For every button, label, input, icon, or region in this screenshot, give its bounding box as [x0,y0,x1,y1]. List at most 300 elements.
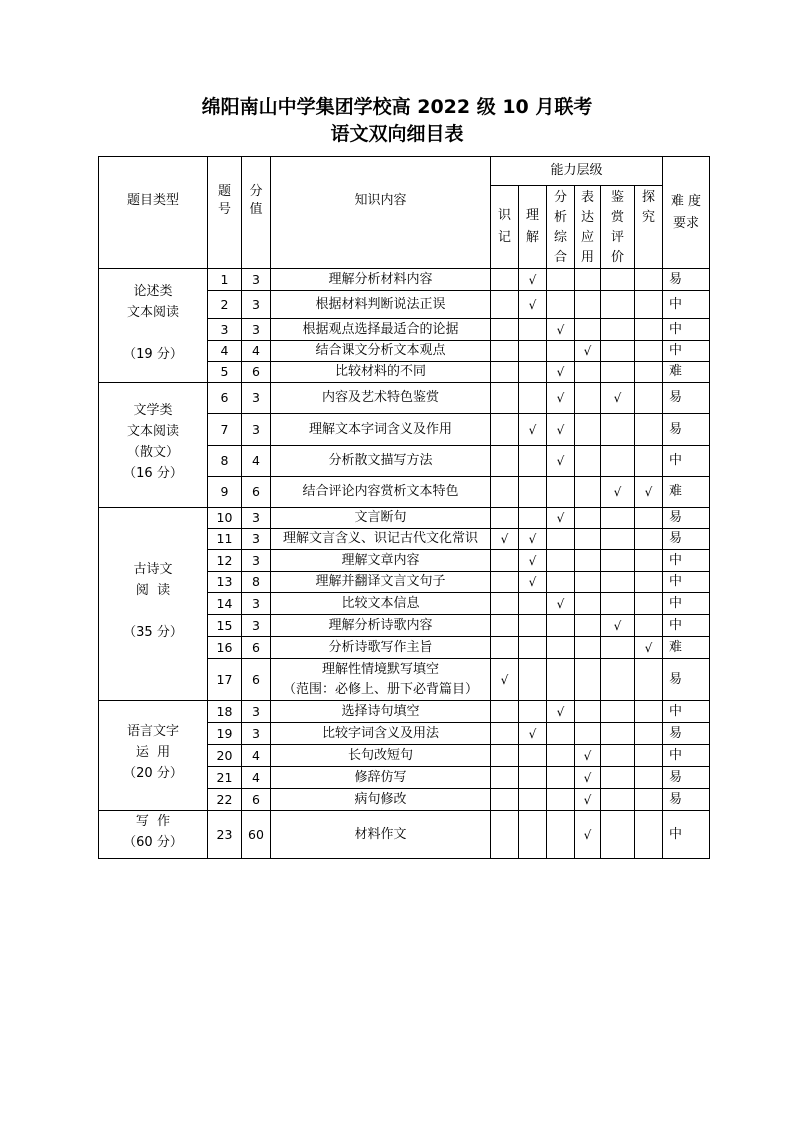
ability-cell [635,593,663,615]
difficulty-value: 中 [663,319,710,341]
ability-cell [519,319,547,341]
category-line: 古诗文 [133,562,173,577]
category-line: 论述类 [133,283,173,299]
check-mark-icon: √ [528,532,537,546]
knowledge-text: 理解并翻译文言文句子 [315,574,446,589]
ability-cell [635,291,663,319]
check-mark-icon: √ [556,391,565,405]
ability-cell [575,745,601,767]
ability-cell [601,615,635,637]
score-value: 6 [242,362,271,383]
category-line: （19 分） [123,346,183,362]
ability-cell [491,659,519,701]
ability-cell [575,269,601,291]
knowledge-text: 理解文本字词含义及作用 [308,421,452,437]
ability-cell [575,341,601,362]
check-mark-icon: √ [500,672,509,687]
ability-cell [575,550,601,572]
knowledge-text: 结合课文分析文本观点 [315,343,446,358]
ability-cell [575,701,601,723]
knowledge-note: （范围：必修上、册下必背篇目） [282,681,478,697]
ability-cell [601,811,635,859]
difficulty-value: 易 [663,723,710,745]
ability-cell [519,745,547,767]
knowledge-content [271,723,491,745]
ability-cell [635,811,663,859]
ability-cell [547,477,575,508]
ability-cell [547,446,575,477]
ability-cell [491,572,519,593]
ability-cell [575,572,601,593]
difficulty-value: 易 [663,508,710,529]
ability-cell [491,723,519,745]
level-3: 表达应用 [575,186,601,269]
ability-cell [601,508,635,529]
doc-subtitle: 语文双向细目表 [330,123,464,145]
score-value: 3 [242,615,271,637]
check-mark-icon: √ [500,532,509,546]
ability-cell [575,446,601,477]
knowledge-content [271,701,491,723]
category-line: 写 作 [135,813,171,829]
ability-cell [491,508,519,529]
ability-cell [547,291,575,319]
difficulty-value: 中 [663,593,710,615]
knowledge-content [271,269,491,291]
ability-cell [575,659,601,701]
check-mark-icon: √ [556,596,565,611]
knowledge-content [271,659,491,701]
score-value: 3 [242,701,271,723]
difficulty-value: 易 [663,414,710,446]
ability-cell [635,383,663,414]
ability-cell [491,615,519,637]
question-number: 2 [208,291,242,319]
ability-cell [519,723,547,745]
question-number: 5 [208,362,242,383]
question-number: 22 [208,789,242,811]
ability-cell [635,572,663,593]
knowledge-text: 分析散文描写方法 [328,453,433,468]
check-mark-icon: √ [556,422,565,437]
category-line: （20 分） [123,766,183,781]
category-cell [99,383,208,508]
ability-cell [601,477,635,508]
ability-cell [519,637,547,659]
question-number: 7 [208,414,242,446]
score-value: 3 [242,723,271,745]
question-number: 4 [208,341,242,362]
question-number: 19 [208,723,242,745]
difficulty-value: 易 [663,767,710,789]
ability-cell [547,811,575,859]
ability-cell [491,341,519,362]
ability-cell [575,362,601,383]
ability-cell [635,723,663,745]
question-number: 11 [208,529,242,550]
question-number: 9 [208,477,242,508]
check-mark-icon: √ [528,726,537,741]
spec-table [98,156,710,859]
category-cell [99,811,208,859]
ability-cell [547,615,575,637]
difficulty-value: 中 [663,811,710,859]
score-value: 8 [242,572,271,593]
ability-cell [601,269,635,291]
ability-cell [601,341,635,362]
ability-cell [575,319,601,341]
ability-cell [575,508,601,529]
ability-cell [601,550,635,572]
ability-cell [601,383,635,414]
header-score: 分值 [242,157,271,269]
ability-cell [519,477,547,508]
level-4: 鉴赏评价 [601,186,635,269]
knowledge-text: 材料作文 [354,826,407,842]
score-value: 3 [242,269,271,291]
ability-cell [547,319,575,341]
knowledge-content [271,637,491,659]
ability-cell [547,637,575,659]
ability-cell [575,593,601,615]
ability-cell [575,477,601,508]
knowledge-content [271,341,491,362]
ability-cell [635,446,663,477]
ability-cell [601,701,635,723]
ability-cell [519,659,547,701]
category-line: （16 分） [123,466,183,481]
question-number: 16 [208,637,242,659]
difficulty-value: 难 [663,477,710,508]
ability-cell [547,572,575,593]
difficulty-value: 易 [663,789,710,811]
ability-cell [575,615,601,637]
score-value: 4 [242,745,271,767]
ability-cell [491,550,519,572]
question-number: 21 [208,767,242,789]
ability-cell [601,529,635,550]
score-value: 3 [242,508,271,529]
level-2: 分析综合 [547,186,575,269]
question-number: 13 [208,572,242,593]
difficulty-value: 难 [663,637,710,659]
ability-cell [547,414,575,446]
header-num: 题号 [208,157,242,269]
check-mark-icon: √ [583,792,592,807]
knowledge-content [271,508,491,529]
knowledge-text: 理解性情境默写填空 [321,661,439,677]
score-value: 3 [242,550,271,572]
question-number: 10 [208,508,242,529]
ability-cell [635,767,663,789]
ability-cell [547,789,575,811]
question-number: 23 [208,811,242,859]
category-cell [99,508,208,701]
knowledge-text: 选择诗句填空 [341,703,420,719]
ability-cell [519,701,547,723]
check-mark-icon: √ [644,485,653,499]
table-row [99,508,710,529]
knowledge-content [271,477,491,508]
knowledge-text: 理解分析诗歌内容 [328,617,433,633]
question-number: 15 [208,615,242,637]
category-line: 阅 读 [135,583,171,598]
difficulty-value: 中 [663,341,710,362]
ability-cell [547,362,575,383]
check-mark-icon: √ [583,748,592,763]
ability-cell [491,593,519,615]
ability-cell [519,615,547,637]
ability-cell [601,745,635,767]
question-number: 18 [208,701,242,723]
ability-cell [519,550,547,572]
question-number: 8 [208,446,242,477]
ability-cell [601,362,635,383]
ability-cell [575,723,601,745]
check-mark-icon: √ [556,511,565,525]
check-mark-icon: √ [583,827,592,842]
header-row-1 [99,157,710,186]
difficulty-value: 中 [663,701,710,723]
ability-cell [575,811,601,859]
knowledge-content [271,615,491,637]
ability-cell [519,593,547,615]
ability-cell [491,637,519,659]
difficulty-value: 易 [663,383,710,414]
difficulty-value: 中 [663,550,710,572]
ability-cell [635,637,663,659]
knowledge-text: 比较字词含义及用法 [321,725,439,741]
ability-cell [601,572,635,593]
knowledge-content [271,789,491,811]
knowledge-text: 分析诗歌写作主旨 [328,639,433,655]
ability-cell [519,508,547,529]
category-line [99,326,207,347]
ability-cell [491,529,519,550]
difficulty-value: 易 [663,269,710,291]
ability-cell [547,550,575,572]
ability-cell [601,291,635,319]
check-mark-icon: √ [583,344,592,358]
table-row [99,269,710,291]
score-value: 4 [242,767,271,789]
ability-cell [519,383,547,414]
ability-cell [519,362,547,383]
difficulty-value: 中 [663,291,710,319]
ability-cell [635,341,663,362]
knowledge-content [271,811,491,859]
ability-cell [491,477,519,508]
knowledge-content [271,767,491,789]
question-number: 3 [208,319,242,341]
score-value: 6 [242,477,271,508]
knowledge-content [271,414,491,446]
knowledge-text: 理解文章内容 [341,552,420,568]
ability-cell [491,362,519,383]
check-mark-icon: √ [528,575,537,589]
question-number: 1 [208,269,242,291]
check-mark-icon: √ [528,553,537,568]
ability-cell [635,269,663,291]
ability-cell [491,319,519,341]
ability-cell [635,414,663,446]
ability-cell [519,269,547,291]
category-line [99,604,207,625]
ability-cell [635,319,663,341]
ability-cell [601,414,635,446]
difficulty-value: 难 [663,362,710,383]
knowledge-text: 根据材料判断说法正误 [315,296,446,312]
table-row [99,701,710,723]
ability-cell [491,414,519,446]
check-mark-icon: √ [556,704,565,719]
ability-cell [491,383,519,414]
category-cell [99,269,208,383]
level-5: 探究 [635,186,663,269]
ability-cell [601,767,635,789]
score-value: 3 [242,414,271,446]
ability-cell [491,269,519,291]
knowledge-content [271,319,491,341]
category-line: （60 分） [123,834,183,850]
ability-cell [575,383,601,414]
ability-cell [547,269,575,291]
score-value: 60 [242,811,271,859]
ability-cell [635,659,663,701]
score-value: 3 [242,529,271,550]
knowledge-content [271,362,491,383]
header-content: 知识内容 [271,157,491,269]
check-mark-icon: √ [583,770,592,785]
knowledge-text: 理解文言含义、识记古代文化常识 [282,531,478,546]
check-mark-icon: √ [528,297,537,312]
check-mark-icon: √ [556,322,565,337]
knowledge-text: 根据观点选择最适合的论据 [302,321,459,337]
ability-cell [491,745,519,767]
difficulty-value: 中 [663,572,710,593]
ability-cell [547,767,575,789]
category-line: 文本阅读 [126,424,179,439]
ability-cell [601,593,635,615]
ability-cell [491,789,519,811]
header-type: 题目类型 [99,157,208,269]
ability-cell [575,414,601,446]
check-mark-icon: √ [528,422,537,437]
category-line: 运 用 [135,745,171,760]
difficulty-value: 中 [663,745,710,767]
level-1: 理解 [519,186,547,269]
question-number: 12 [208,550,242,572]
difficulty-value: 易 [663,529,710,550]
header-difficulty: 难 度要求 [663,157,710,269]
ability-cell [575,767,601,789]
table-row [99,811,710,859]
score-value: 4 [242,341,271,362]
ability-cell [635,362,663,383]
ability-cell [519,414,547,446]
ability-cell [547,593,575,615]
difficulty-value: 中 [663,615,710,637]
doc-title: 绵阳南山中学集团学校高 2022 级 10 月联考 [201,96,593,118]
category-line: （35 分） [123,625,183,640]
ability-cell [635,477,663,508]
ability-cell [519,446,547,477]
knowledge-text: 修辞仿写 [354,769,407,785]
ability-cell [547,659,575,701]
ability-cell [519,811,547,859]
ability-cell [547,745,575,767]
difficulty-value: 中 [663,446,710,477]
ability-cell [519,767,547,789]
knowledge-text: 理解分析材料内容 [328,271,433,287]
ability-cell [601,319,635,341]
score-value: 3 [242,319,271,341]
ability-cell [635,550,663,572]
ability-cell [575,789,601,811]
ability-cell [601,637,635,659]
knowledge-text: 内容及艺术特色鉴赏 [321,390,439,405]
ability-cell [491,767,519,789]
question-number: 6 [208,383,242,414]
knowledge-content [271,745,491,767]
score-value: 4 [242,446,271,477]
knowledge-content [271,572,491,593]
ability-cell [491,291,519,319]
check-mark-icon: √ [613,485,622,499]
knowledge-content [271,383,491,414]
ability-cell [519,789,547,811]
ability-cell [601,723,635,745]
ability-cell [547,383,575,414]
ability-cell [491,446,519,477]
knowledge-text: 病句修改 [354,791,407,807]
ability-cell [601,789,635,811]
knowledge-content [271,550,491,572]
ability-cell [547,723,575,745]
score-value: 3 [242,291,271,319]
level-0: 识记 [491,186,519,269]
category-line: 语言文字 [126,724,179,739]
ability-cell [575,637,601,659]
ability-cell [635,508,663,529]
check-mark-icon: √ [556,365,565,379]
score-value: 6 [242,637,271,659]
knowledge-content [271,593,491,615]
ability-cell [635,615,663,637]
ability-cell [519,572,547,593]
score-value: 6 [242,659,271,701]
ability-cell [547,508,575,529]
difficulty-value: 易 [663,659,710,701]
question-number: 14 [208,593,242,615]
ability-cell [491,811,519,859]
ability-cell [547,701,575,723]
score-value: 3 [242,593,271,615]
knowledge-text: 长句改短句 [347,747,413,763]
knowledge-text: 比较材料的不同 [334,364,426,379]
score-value: 6 [242,789,271,811]
knowledge-text: 文言断句 [354,510,407,525]
check-mark-icon: √ [528,272,537,287]
ability-cell [547,529,575,550]
ability-cell [635,745,663,767]
ability-cell [601,446,635,477]
ability-cell [635,789,663,811]
ability-cell [635,701,663,723]
ability-cell [547,341,575,362]
ability-cell [491,701,519,723]
header-ability: 能力层级 [491,157,663,186]
